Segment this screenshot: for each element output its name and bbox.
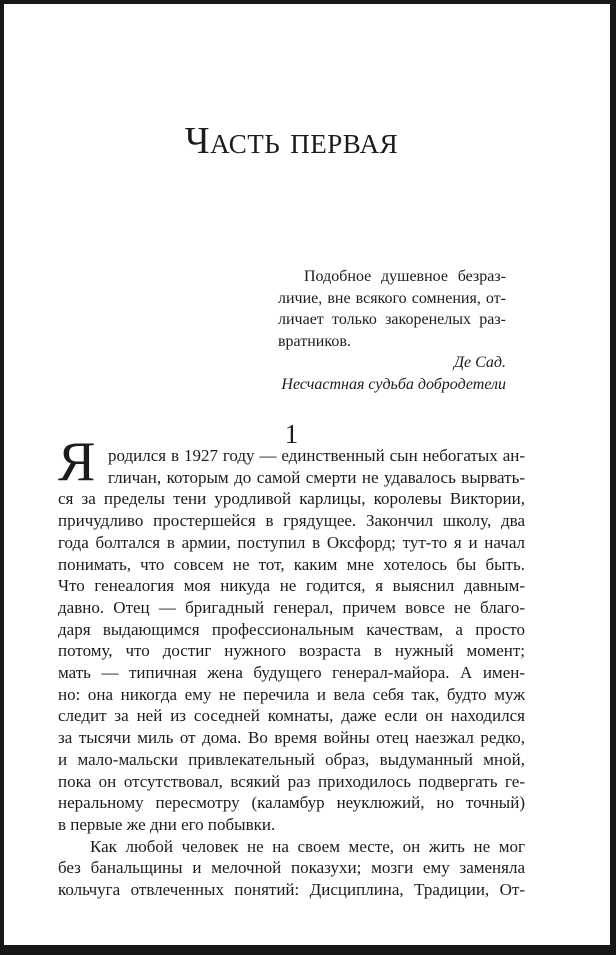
body-line: гличан, которым до самой смерти не удавалось вырвать- — [108, 467, 525, 487]
epigraph-author: Де Сад. — [453, 354, 506, 371]
body-line: Что генеалогия моя никуда не годится, я выяснил давным- — [58, 576, 525, 596]
epigraph-line: личает только закоренелых раз- — [278, 311, 506, 328]
body-line: понимать, что совсем не тот, каким мне хотелось бы быть. — [58, 554, 525, 574]
epigraph-line: Подобное душевное безраз- — [304, 268, 506, 285]
body-line: потому, что достиг нужного возраста в нужный момент; — [58, 641, 525, 661]
body-line: неральному пересмотру (каламбур неуклюжий, но точный) — [58, 793, 525, 813]
body-line: даря выдающимся профессиональным качествам, а просто — [58, 619, 525, 639]
body-line: давно. Отец — бригадный генерал, причем вовсе не благо- — [58, 597, 525, 617]
body-line: пока он отсутствовал, всякий раз приходилось подвергать ге- — [58, 771, 525, 791]
drop-cap: Я — [58, 431, 96, 493]
epigraph-line: вратников. — [278, 332, 351, 350]
body-line: мать — типичная жена будущего генерал-майора. А имен- — [58, 663, 525, 683]
epigraph — [278, 266, 506, 395]
part-title: Часть первая — [184, 120, 399, 162]
body-line: родился в 1927 году — единственный сын небогатых ан- — [108, 446, 525, 465]
body-line: кольчуга отвлеченных понятий: Дисциплина, Традиции, От- — [58, 880, 525, 900]
body-line: в первые же дни его побывки. — [58, 814, 276, 834]
body-line: Как любой человек не на своем месте, он жить не мог — [90, 836, 525, 856]
body-line: следит за ней из соседней комнаты, даже если он находился — [58, 706, 525, 726]
book-page — [4, 4, 610, 945]
paragraph — [58, 431, 525, 836]
body-line: ся за пределы тени уродливой карлицы, королевы Виктории, — [58, 489, 525, 509]
body-line: за тысячи миль от дома. Во время войны отец наезжал редко, — [58, 728, 525, 748]
chapter-number: 1 — [284, 419, 299, 449]
paragraph — [58, 836, 525, 901]
body-line: причудливо простершейся в грядущее. Закончил школу, два — [58, 511, 525, 531]
epigraph-line: личие, вне всякого сомнения, от- — [278, 289, 506, 307]
epigraph-source: Несчастная судьба добродетели — [281, 375, 506, 393]
body-text — [58, 431, 525, 901]
body-line: без банальщины и мелочной показухи; мозги ему заменяла — [58, 858, 525, 878]
body-line: и мало-мальски привлекательный образ, выдуманный мной, — [58, 749, 525, 769]
body-line: но: она никогда ему не перечила и вела себя так, будто муж — [58, 684, 525, 704]
body-line: года болтался в армии, поступил в Оксфорд; тут-то я и начал — [58, 532, 525, 552]
